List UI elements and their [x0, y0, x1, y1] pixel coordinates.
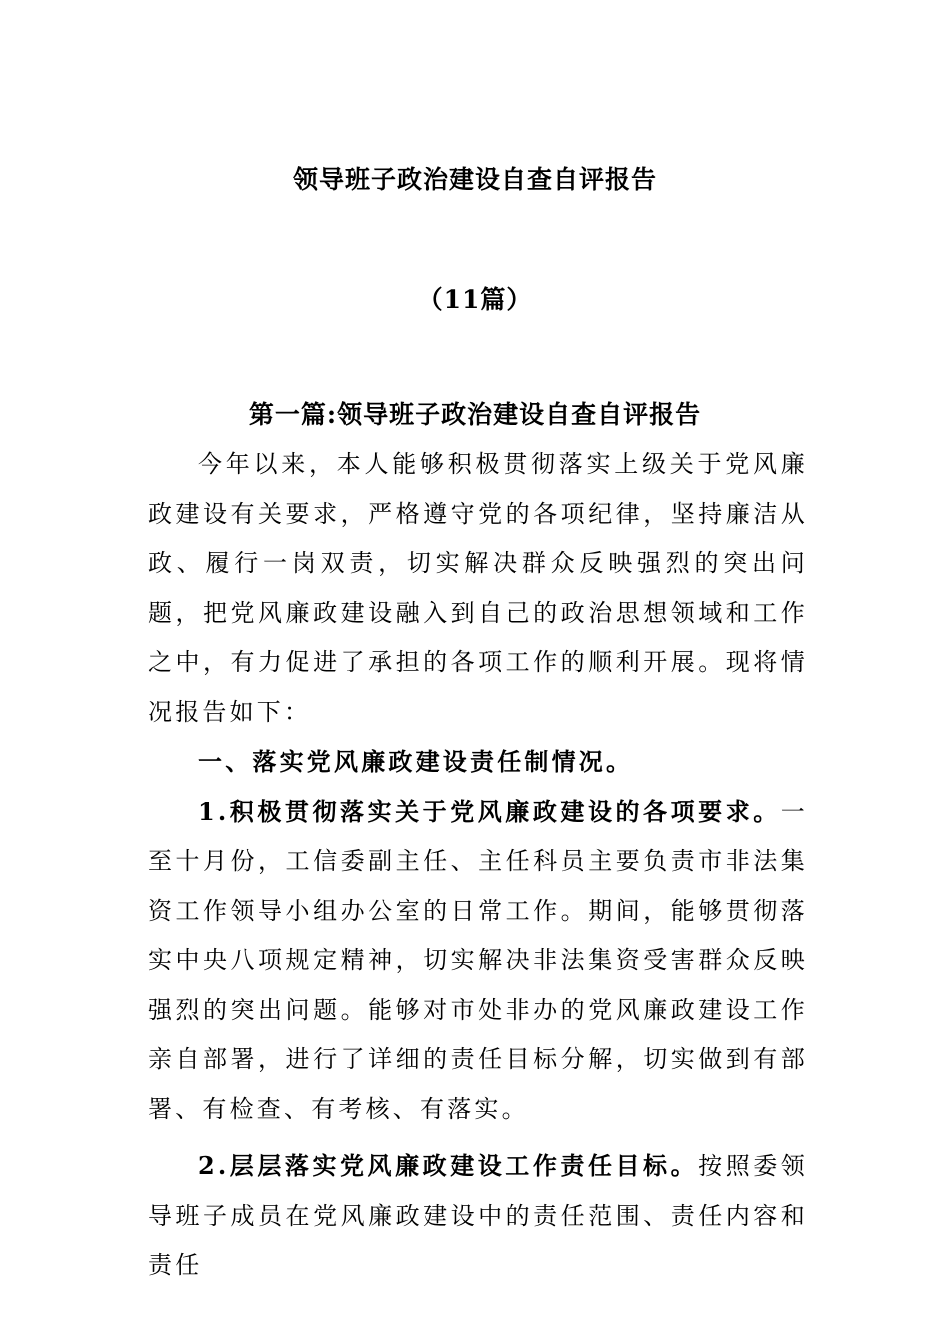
item-2-paragraph: [148, 1141, 808, 1291]
item-2-lead: 2.层层落实党风廉政建设工作责任目标。: [198, 1151, 699, 1180]
item-1-lead: 1.积极贯彻落实关于党风廉政建设的各项要求。: [198, 796, 781, 826]
item-1-text: 一至十月份，工信委副主任、主任科员主要负责市非法集资工作领导小组办公室的日常工作。期间，能够贯彻落实中央八项规定精神，切实解决非法集资受害群众反映强烈的突出问题。能够对市处非办的党风廉政建设工作亲自部署，进行了详细的责任目标分解，切实做到有部署、有检查、有考核、有落实。: [148, 797, 808, 1123]
document-subtitle: （11篇）: [417, 285, 533, 314]
intro-paragraph: 今年以来，本人能够积极贯彻落实上级关于党风廉政建设有关要求，严格遵守党的各项纪律，坚持廉洁从政、履行一岗双责，切实解决群众反映强烈的突出问题，把党风廉政建设融入到自己的政治思想领域和工作之中，有力促进了承担的各项工作的顺利开展。现将情况报告如下：: [148, 450, 808, 726]
chapter-title: 第一篇:领导班子政治建设自查自评报告: [248, 400, 702, 429]
section-heading: 一、落实党风廉政建设责任制情况。: [198, 747, 634, 776]
document-title: 领导班子政治建设自查自评报告: [292, 165, 657, 194]
document-body: [148, 440, 808, 1291]
item-2-text: 按照委领导班子成员在党风廉政建设中的责任范围、责任内容和责任: [148, 1152, 808, 1279]
item-1-paragraph: [148, 787, 808, 1135]
